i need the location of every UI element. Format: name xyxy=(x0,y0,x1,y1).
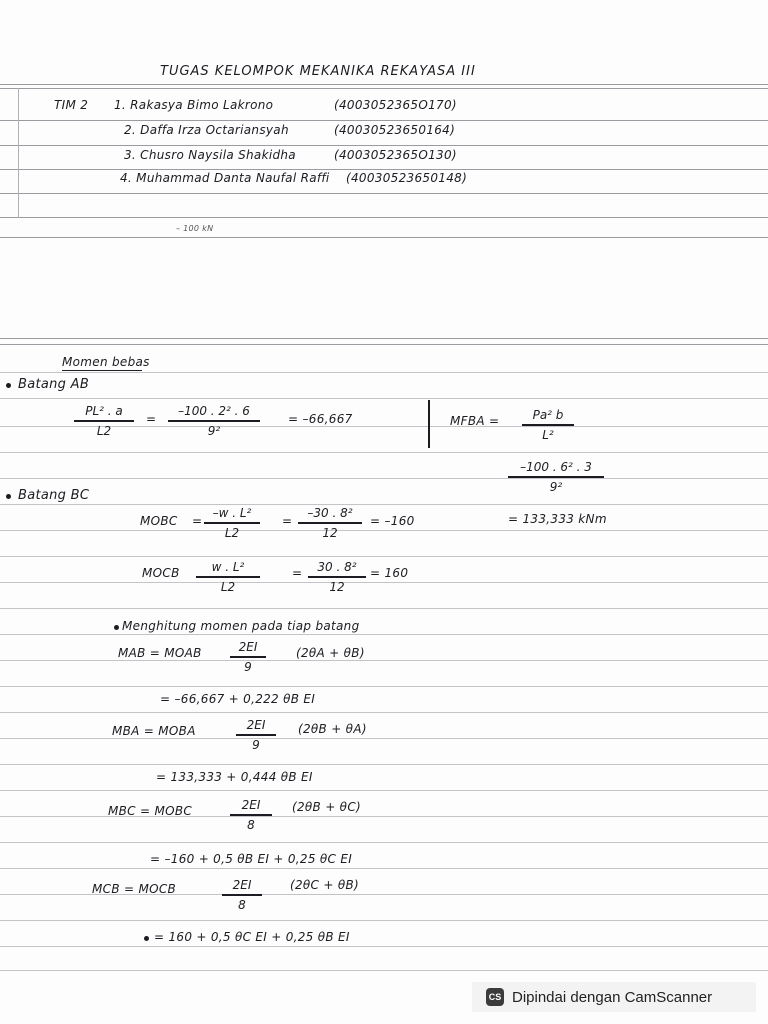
eq-mab-numerator: 2EI xyxy=(238,640,258,654)
camscanner-logo-icon: CS xyxy=(486,988,504,1006)
ab-result: = –66,667 xyxy=(288,412,353,426)
ruled-line xyxy=(0,338,768,339)
eq-mba-denominator: 9 xyxy=(252,737,260,752)
equals-sign: = xyxy=(192,514,203,528)
eq-mab-fraction xyxy=(230,640,266,674)
fraction-bar xyxy=(196,576,260,578)
fraction-bar xyxy=(168,420,260,422)
mobc-values-denominator: 12 xyxy=(322,525,338,540)
eq-mab-lhs: MAB = MOAB xyxy=(118,646,202,660)
eq-mab-rhs: (2θA + θB) xyxy=(296,646,365,660)
eq-mbc-lhs: MBC = MOBC xyxy=(108,804,193,818)
margin-line xyxy=(18,88,19,218)
ruled-line xyxy=(0,169,768,170)
ruled-line xyxy=(0,946,768,947)
camscanner-text: Dipindai dengan CamScanner xyxy=(512,988,713,1006)
ruled-line xyxy=(0,120,768,121)
fraction-bar xyxy=(230,814,272,816)
mocb-values-denominator: 12 xyxy=(329,579,345,594)
fraction-bar xyxy=(222,894,262,896)
assignment-title: TUGAS KELOMPOK MEKANIKA REKAYASA III xyxy=(160,64,476,79)
eq-mab-denominator: 9 xyxy=(244,659,252,674)
ruled-line xyxy=(0,344,768,345)
eq-mcb-result: = 160 + 0,5 θC EI + 0,25 θB EI xyxy=(154,930,350,944)
ab-formula-denominator: L2 xyxy=(96,423,112,438)
ruled-line xyxy=(0,84,768,85)
equals-sign: = xyxy=(146,412,157,426)
eq-mbc-result: = –160 + 0,5 θB EI + 0,25 θC EI xyxy=(150,852,353,866)
fraction-bar xyxy=(298,522,362,524)
ab-formula-numerator: PL² . a xyxy=(85,404,123,418)
eq-mcb-denominator: 8 xyxy=(238,897,246,912)
mfba-formula-denominator: L² xyxy=(542,427,554,442)
ab-values-denominator: 9² xyxy=(207,423,221,438)
member-nim-4: (40030523650148) xyxy=(346,171,468,185)
mfba-values-denominator: 9² xyxy=(549,479,563,494)
ab-fraction-values xyxy=(168,404,260,438)
mfba-formula-numerator: Pa² b xyxy=(532,408,564,422)
mfba-fraction-values xyxy=(508,460,604,494)
ruled-line xyxy=(0,634,768,635)
fraction-bar xyxy=(230,656,266,658)
ruled-line xyxy=(0,88,768,89)
mfba-label: MFBA = xyxy=(450,414,500,428)
member-name-1: 1. Rakasya Bimo Lakrono xyxy=(114,98,274,112)
mocb-formula-denominator: L2 xyxy=(220,579,236,594)
fraction-bar xyxy=(508,476,604,478)
mocb-fraction-formula xyxy=(196,560,260,594)
member-name-3: 3. Chusro Naysila Shakidha xyxy=(124,148,296,162)
ab-values-numerator: –100 . 2² . 6 xyxy=(178,404,250,418)
eq-mba-result: = 133,333 + 0,444 θB EI xyxy=(156,770,313,784)
cut-off-text: – 100 kN xyxy=(176,224,214,233)
ruled-line xyxy=(0,764,768,765)
fraction-bar xyxy=(522,424,574,426)
ruled-line xyxy=(0,237,768,238)
ruled-line xyxy=(0,530,768,531)
ruled-line xyxy=(0,660,768,661)
fraction-bar xyxy=(236,734,276,736)
eq-mba-rhs: (2θB + θA) xyxy=(298,722,367,736)
eq-mbc-rhs: (2θB + θC) xyxy=(292,800,361,814)
mfba-result: = 133,333 kNm xyxy=(508,512,607,526)
ruled-line xyxy=(0,608,768,609)
mocb-label: MOCB xyxy=(142,566,180,580)
batang-bc-label: Batang BC xyxy=(18,488,90,503)
eq-mcb-rhs: (2θC + θB) xyxy=(290,878,359,892)
fraction-bar xyxy=(204,522,260,524)
team-label: TIM 2 xyxy=(54,98,89,112)
eq-mbc-numerator: 2EI xyxy=(241,798,261,812)
ruled-line xyxy=(0,712,768,713)
bullet-icon xyxy=(6,383,11,388)
ruled-line xyxy=(0,478,768,479)
member-name-2: 2. Daffa Irza Octariansyah xyxy=(124,123,289,137)
ruled-line xyxy=(0,738,768,739)
mobc-formula-denominator: L2 xyxy=(224,525,240,540)
eq-mab-result: = –66,667 + 0,222 θB EI xyxy=(160,692,316,706)
bullet-icon xyxy=(6,494,11,499)
section-label: Menghitung momen pada tiap batang xyxy=(122,619,360,633)
eq-mba-numerator: 2EI xyxy=(246,718,266,732)
mobc-values-numerator: –30 . 8² xyxy=(307,506,353,520)
equals-sign: = xyxy=(282,514,293,528)
mobc-result: = –160 xyxy=(370,514,415,528)
eq-mcb-numerator: 2EI xyxy=(232,878,252,892)
ruled-line xyxy=(0,790,768,791)
ruled-line xyxy=(0,452,768,453)
section-heading: Momen bebas xyxy=(62,355,150,369)
eq-mcb-fraction xyxy=(222,878,262,912)
mobc-fraction-values xyxy=(298,506,362,540)
eq-mbc-fraction xyxy=(230,798,272,832)
ruled-line xyxy=(0,868,768,869)
eq-mbc-denominator: 8 xyxy=(247,817,255,832)
batang-ab-label: Batang AB xyxy=(18,377,90,392)
ruled-line xyxy=(0,556,768,557)
member-name-4: 4. Muhammad Danta Naufal Raffi xyxy=(120,171,330,185)
mocb-fraction-values xyxy=(308,560,366,594)
ruled-line xyxy=(0,504,768,505)
mfba-values-numerator: –100 . 6² . 3 xyxy=(520,460,592,474)
ruled-line xyxy=(0,398,768,399)
eq-mcb-lhs: MCB = MOCB xyxy=(92,882,177,896)
ab-fraction-formula xyxy=(74,404,134,438)
ruled-line xyxy=(0,193,768,194)
ruled-line xyxy=(0,582,768,583)
ruled-line xyxy=(0,920,768,921)
ruled-line xyxy=(0,372,768,373)
mocb-formula-numerator: w . L² xyxy=(211,560,245,574)
member-nim-3: (4003052365O130) xyxy=(334,148,457,162)
member-nim-1: (4003052365O170) xyxy=(334,98,457,112)
bullet-icon xyxy=(114,625,119,630)
equals-sign: = xyxy=(292,566,303,580)
eq-mba-fraction xyxy=(236,718,276,752)
ruled-line xyxy=(0,842,768,843)
ruled-line xyxy=(0,970,768,971)
mocb-values-numerator: 30 . 8² xyxy=(317,560,357,574)
member-nim-2: (40030523650164) xyxy=(334,123,456,137)
ruled-line xyxy=(0,686,768,687)
fraction-bar xyxy=(74,420,134,422)
column-divider xyxy=(428,400,430,448)
camscanner-watermark xyxy=(472,982,756,1012)
eq-mba-lhs: MBA = MOBA xyxy=(112,724,196,738)
bullet-icon xyxy=(144,936,149,941)
mobc-label: MOBC xyxy=(140,514,178,528)
mfba-fraction-formula xyxy=(522,408,574,442)
mobc-fraction-formula xyxy=(204,506,260,540)
ruled-line xyxy=(0,145,768,146)
ruled-line xyxy=(0,217,768,218)
mobc-formula-numerator: –w . L² xyxy=(212,506,252,520)
heading-underline xyxy=(62,370,142,371)
mocb-result: = 160 xyxy=(370,566,409,580)
fraction-bar xyxy=(308,576,366,578)
